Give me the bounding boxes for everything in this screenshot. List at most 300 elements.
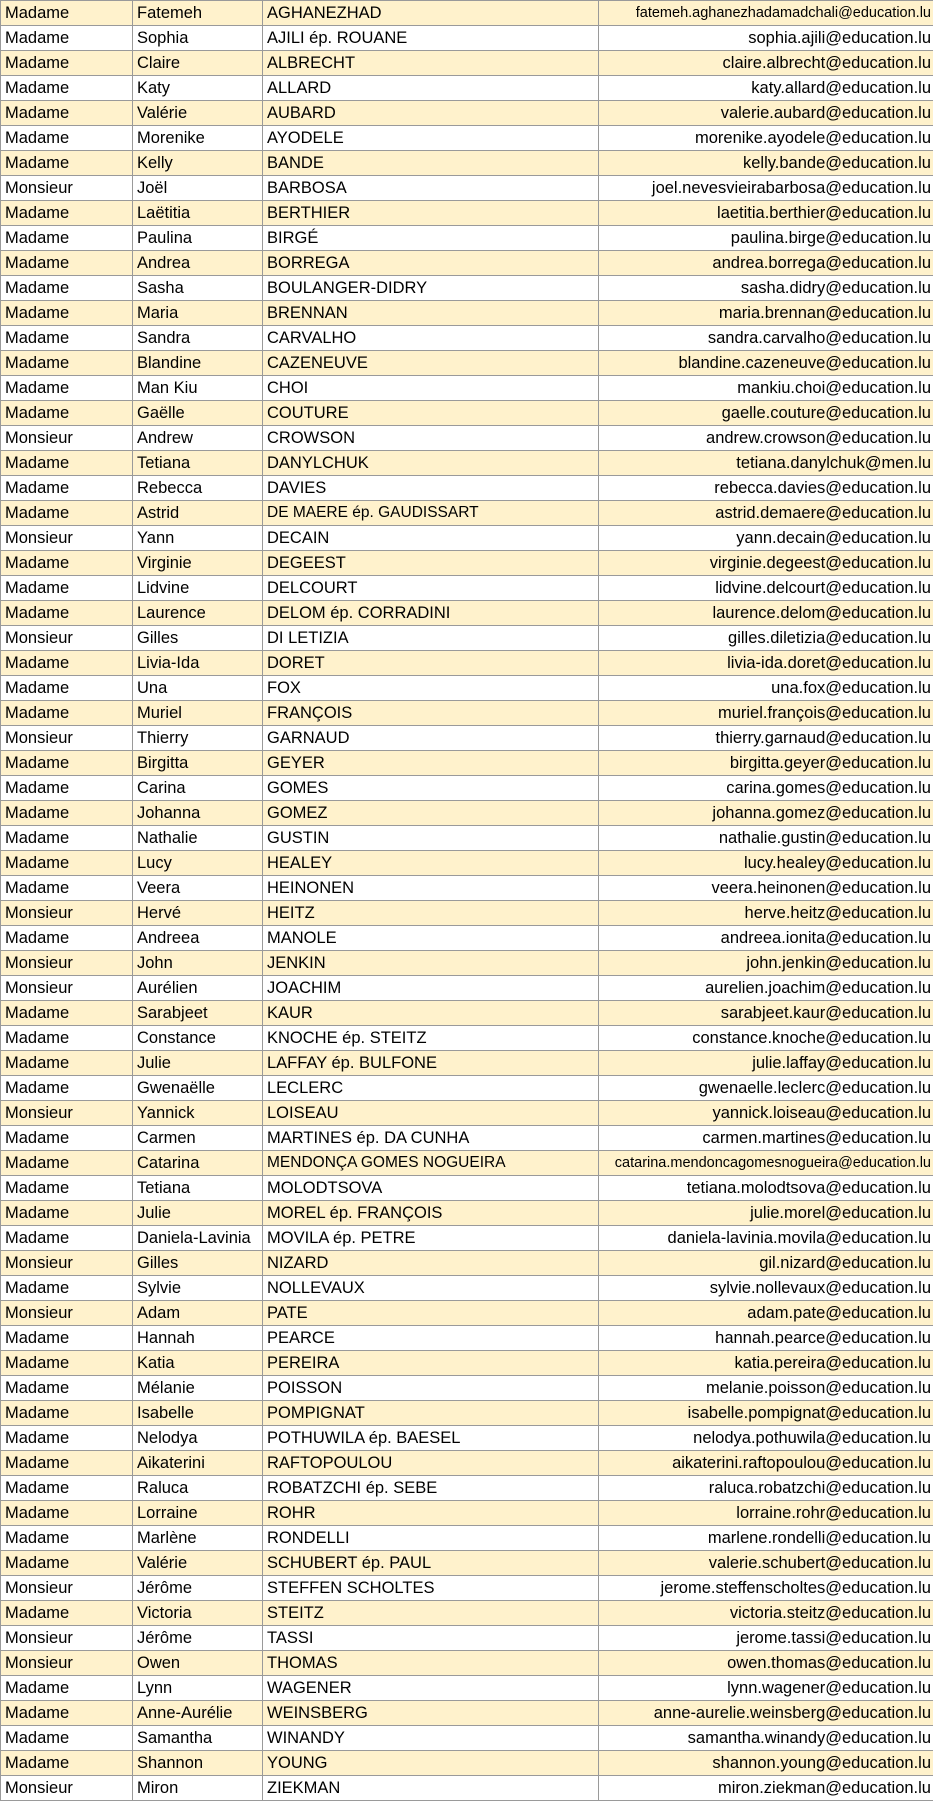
cell-email[interactable]: paulina.birge@education.lu bbox=[599, 226, 933, 251]
cell-last-name[interactable]: CHOI bbox=[263, 376, 599, 401]
cell-title[interactable]: Madame bbox=[1, 801, 133, 826]
cell-first-name[interactable]: Mélanie bbox=[133, 1376, 263, 1401]
cell-last-name[interactable]: GOMEZ bbox=[263, 801, 599, 826]
cell-last-name[interactable]: LOISEAU bbox=[263, 1101, 599, 1126]
cell-last-name[interactable]: PEREIRA bbox=[263, 1351, 599, 1376]
cell-title[interactable]: Madame bbox=[1, 1151, 133, 1176]
cell-first-name[interactable]: Adam bbox=[133, 1301, 263, 1326]
cell-title[interactable]: Madame bbox=[1, 601, 133, 626]
cell-first-name[interactable]: Andreea bbox=[133, 926, 263, 951]
cell-title[interactable]: Madame bbox=[1, 676, 133, 701]
cell-first-name[interactable]: Sasha bbox=[133, 276, 263, 301]
cell-email[interactable]: andrew.crowson@education.lu bbox=[599, 426, 933, 451]
cell-last-name[interactable]: DI LETIZIA bbox=[263, 626, 599, 651]
cell-title[interactable]: Monsieur bbox=[1, 901, 133, 926]
cell-title[interactable]: Madame bbox=[1, 1751, 133, 1776]
cell-last-name[interactable]: DECAIN bbox=[263, 526, 599, 551]
cell-first-name[interactable]: Anne-Aurélie bbox=[133, 1701, 263, 1726]
cell-title[interactable]: Madame bbox=[1, 451, 133, 476]
cell-title[interactable]: Monsieur bbox=[1, 951, 133, 976]
cell-email[interactable]: virginie.degeest@education.lu bbox=[599, 551, 933, 576]
cell-last-name[interactable]: RONDELLI bbox=[263, 1526, 599, 1551]
cell-first-name[interactable]: Constance bbox=[133, 1026, 263, 1051]
cell-last-name[interactable]: DE MAERE ép. GAUDISSART bbox=[263, 501, 599, 526]
cell-title[interactable]: Madame bbox=[1, 1501, 133, 1526]
cell-first-name[interactable]: Jérôme bbox=[133, 1626, 263, 1651]
cell-email[interactable]: victoria.steitz@education.lu bbox=[599, 1601, 933, 1626]
cell-last-name[interactable]: ALLARD bbox=[263, 76, 599, 101]
cell-email[interactable]: isabelle.pompignat@education.lu bbox=[599, 1401, 933, 1426]
cell-title[interactable]: Madame bbox=[1, 126, 133, 151]
cell-first-name[interactable]: Hannah bbox=[133, 1326, 263, 1351]
cell-last-name[interactable]: BIRGÉ bbox=[263, 226, 599, 251]
cell-title[interactable]: Madame bbox=[1, 401, 133, 426]
cell-email[interactable]: sylvie.nollevaux@education.lu bbox=[599, 1276, 933, 1301]
cell-title[interactable]: Madame bbox=[1, 1026, 133, 1051]
cell-last-name[interactable]: HEITZ bbox=[263, 901, 599, 926]
cell-last-name[interactable]: KAUR bbox=[263, 1001, 599, 1026]
cell-title[interactable]: Monsieur bbox=[1, 976, 133, 1001]
cell-first-name[interactable]: Fatemeh bbox=[133, 1, 263, 26]
cell-first-name[interactable]: Daniela-Lavinia bbox=[133, 1226, 263, 1251]
cell-email[interactable]: raluca.robatzchi@education.lu bbox=[599, 1476, 933, 1501]
cell-first-name[interactable]: Isabelle bbox=[133, 1401, 263, 1426]
cell-last-name[interactable]: CROWSON bbox=[263, 426, 599, 451]
cell-title[interactable]: Madame bbox=[1, 651, 133, 676]
cell-last-name[interactable]: MOLODTSOVA bbox=[263, 1176, 599, 1201]
cell-email[interactable]: adam.pate@education.lu bbox=[599, 1301, 933, 1326]
cell-email[interactable]: lynn.wagener@education.lu bbox=[599, 1676, 933, 1701]
cell-first-name[interactable]: Marlène bbox=[133, 1526, 263, 1551]
table-row bbox=[1, 1676, 933, 1701]
cell-title[interactable]: Monsieur bbox=[1, 1626, 133, 1651]
cell-first-name[interactable]: Nathalie bbox=[133, 826, 263, 851]
cell-email[interactable]: una.fox@education.lu bbox=[599, 676, 933, 701]
cell-title[interactable]: Madame bbox=[1, 701, 133, 726]
cell-email[interactable]: john.jenkin@education.lu bbox=[599, 951, 933, 976]
cell-title[interactable]: Madame bbox=[1, 1176, 133, 1201]
cell-first-name[interactable]: Rebecca bbox=[133, 476, 263, 501]
cell-last-name[interactable]: AUBARD bbox=[263, 101, 599, 126]
cell-email[interactable]: gil.nizard@education.lu bbox=[599, 1251, 933, 1276]
cell-last-name[interactable]: YOUNG bbox=[263, 1751, 599, 1776]
cell-first-name[interactable]: Valérie bbox=[133, 101, 263, 126]
cell-title[interactable]: Madame bbox=[1, 226, 133, 251]
cell-last-name[interactable]: BRENNAN bbox=[263, 301, 599, 326]
cell-first-name[interactable]: Tetiana bbox=[133, 1176, 263, 1201]
cell-first-name[interactable]: Una bbox=[133, 676, 263, 701]
cell-last-name[interactable]: HEINONEN bbox=[263, 876, 599, 901]
cell-title[interactable]: Madame bbox=[1, 1276, 133, 1301]
cell-email[interactable]: lucy.healey@education.lu bbox=[599, 851, 933, 876]
cell-first-name[interactable]: Kelly bbox=[133, 151, 263, 176]
cell-title[interactable]: Madame bbox=[1, 1676, 133, 1701]
cell-email[interactable]: carmen.martines@education.lu bbox=[599, 1126, 933, 1151]
table-row bbox=[1, 801, 933, 826]
cell-first-name[interactable]: Katy bbox=[133, 76, 263, 101]
cell-first-name[interactable]: Man Kiu bbox=[133, 376, 263, 401]
cell-last-name[interactable]: BARBOSA bbox=[263, 176, 599, 201]
cell-last-name[interactable]: ROHR bbox=[263, 1501, 599, 1526]
cell-email[interactable]: gwenaelle.leclerc@education.lu bbox=[599, 1076, 933, 1101]
cell-first-name[interactable]: Maria bbox=[133, 301, 263, 326]
cell-email[interactable]: lorraine.rohr@education.lu bbox=[599, 1501, 933, 1526]
cell-last-name[interactable]: THOMAS bbox=[263, 1651, 599, 1676]
cell-email[interactable]: herve.heitz@education.lu bbox=[599, 901, 933, 926]
cell-first-name[interactable]: Jérôme bbox=[133, 1576, 263, 1601]
cell-title[interactable]: Monsieur bbox=[1, 176, 133, 201]
cell-first-name[interactable]: Shannon bbox=[133, 1751, 263, 1776]
cell-first-name[interactable]: Owen bbox=[133, 1651, 263, 1676]
cell-last-name[interactable]: CAZENEUVE bbox=[263, 351, 599, 376]
cell-first-name[interactable]: Andrea bbox=[133, 251, 263, 276]
cell-title[interactable]: Madame bbox=[1, 1551, 133, 1576]
cell-last-name[interactable]: AJILI ép. ROUANE bbox=[263, 26, 599, 51]
cell-title[interactable]: Madame bbox=[1, 1376, 133, 1401]
cell-last-name[interactable]: DEGEEST bbox=[263, 551, 599, 576]
cell-last-name[interactable]: LAFFAY ép. BULFONE bbox=[263, 1051, 599, 1076]
cell-last-name[interactable]: TASSI bbox=[263, 1626, 599, 1651]
cell-title[interactable]: Madame bbox=[1, 1326, 133, 1351]
cell-email[interactable]: astrid.demaere@education.lu bbox=[599, 501, 933, 526]
cell-email[interactable]: laurence.delom@education.lu bbox=[599, 601, 933, 626]
cell-title[interactable]: Madame bbox=[1, 876, 133, 901]
cell-last-name[interactable]: WINANDY bbox=[263, 1726, 599, 1751]
cell-email[interactable]: miron.ziekman@education.lu bbox=[599, 1776, 933, 1801]
table-row bbox=[1, 576, 933, 601]
cell-email[interactable]: rebecca.davies@education.lu bbox=[599, 476, 933, 501]
cell-last-name[interactable]: ROBATZCHI ép. SEBE bbox=[263, 1476, 599, 1501]
cell-title[interactable]: Madame bbox=[1, 501, 133, 526]
cell-email[interactable]: katia.pereira@education.lu bbox=[599, 1351, 933, 1376]
cell-last-name[interactable]: ALBRECHT bbox=[263, 51, 599, 76]
cell-first-name[interactable]: Morenike bbox=[133, 126, 263, 151]
cell-title[interactable]: Monsieur bbox=[1, 626, 133, 651]
cell-email[interactable]: morenike.ayodele@education.lu bbox=[599, 126, 933, 151]
cell-last-name[interactable]: BORREGA bbox=[263, 251, 599, 276]
cell-title[interactable]: Madame bbox=[1, 151, 133, 176]
cell-email[interactable]: katy.allard@education.lu bbox=[599, 76, 933, 101]
cell-title[interactable]: Monsieur bbox=[1, 426, 133, 451]
cell-first-name[interactable]: Victoria bbox=[133, 1601, 263, 1626]
cell-last-name[interactable]: MANOLE bbox=[263, 926, 599, 951]
cell-email[interactable]: nelodya.pothuwila@education.lu bbox=[599, 1426, 933, 1451]
cell-last-name[interactable]: HEALEY bbox=[263, 851, 599, 876]
cell-email[interactable]: lidvine.delcourt@education.lu bbox=[599, 576, 933, 601]
cell-first-name[interactable]: Sophia bbox=[133, 26, 263, 51]
cell-last-name[interactable]: MARTINES ép. DA CUNHA bbox=[263, 1126, 599, 1151]
cell-title[interactable]: Madame bbox=[1, 1226, 133, 1251]
cell-email[interactable]: livia-ida.doret@education.lu bbox=[599, 651, 933, 676]
cell-last-name[interactable]: FOX bbox=[263, 676, 599, 701]
cell-email[interactable]: mankiu.choi@education.lu bbox=[599, 376, 933, 401]
cell-email[interactable]: carina.gomes@education.lu bbox=[599, 776, 933, 801]
cell-last-name[interactable]: DELOM ép. CORRADINI bbox=[263, 601, 599, 626]
cell-title[interactable]: Madame bbox=[1, 576, 133, 601]
cell-first-name[interactable]: Claire bbox=[133, 51, 263, 76]
cell-email[interactable]: aikaterini.raftopoulou@education.lu bbox=[599, 1451, 933, 1476]
cell-email[interactable]: valerie.schubert@education.lu bbox=[599, 1551, 933, 1576]
cell-first-name[interactable]: Lorraine bbox=[133, 1501, 263, 1526]
cell-last-name[interactable]: COUTURE bbox=[263, 401, 599, 426]
table-row bbox=[1, 826, 933, 851]
cell-email[interactable]: thierry.garnaud@education.lu bbox=[599, 726, 933, 751]
table-row bbox=[1, 226, 933, 251]
cell-email[interactable]: laetitia.berthier@education.lu bbox=[599, 201, 933, 226]
cell-last-name[interactable]: WAGENER bbox=[263, 1676, 599, 1701]
cell-first-name[interactable]: Raluca bbox=[133, 1476, 263, 1501]
cell-first-name[interactable]: Valérie bbox=[133, 1551, 263, 1576]
cell-email[interactable]: andrea.borrega@education.lu bbox=[599, 251, 933, 276]
cell-email[interactable]: gaelle.couture@education.lu bbox=[599, 401, 933, 426]
cell-first-name[interactable]: Samantha bbox=[133, 1726, 263, 1751]
cell-last-name[interactable]: CARVALHO bbox=[263, 326, 599, 351]
cell-title[interactable]: Madame bbox=[1, 326, 133, 351]
cell-title[interactable]: Madame bbox=[1, 1526, 133, 1551]
cell-first-name[interactable]: Aikaterini bbox=[133, 1451, 263, 1476]
cell-email[interactable]: anne-aurelie.weinsberg@education.lu bbox=[599, 1701, 933, 1726]
cell-last-name[interactable]: FRANÇOIS bbox=[263, 701, 599, 726]
cell-title[interactable]: Madame bbox=[1, 1701, 133, 1726]
table-row bbox=[1, 851, 933, 876]
table-row bbox=[1, 376, 933, 401]
cell-last-name[interactable]: AYODELE bbox=[263, 126, 599, 151]
cell-first-name[interactable]: Astrid bbox=[133, 501, 263, 526]
cell-title[interactable]: Madame bbox=[1, 1201, 133, 1226]
cell-title[interactable]: Monsieur bbox=[1, 1301, 133, 1326]
cell-last-name[interactable]: PEARCE bbox=[263, 1326, 599, 1351]
cell-last-name[interactable]: POISSON bbox=[263, 1376, 599, 1401]
cell-first-name[interactable]: Muriel bbox=[133, 701, 263, 726]
cell-first-name[interactable]: Johanna bbox=[133, 801, 263, 826]
cell-title[interactable]: Madame bbox=[1, 1001, 133, 1026]
cell-title[interactable]: Madame bbox=[1, 1, 133, 26]
cell-email[interactable]: sophia.ajili@education.lu bbox=[599, 26, 933, 51]
cell-first-name[interactable]: Sarabjeet bbox=[133, 1001, 263, 1026]
cell-first-name[interactable]: Tetiana bbox=[133, 451, 263, 476]
cell-email[interactable]: samantha.winandy@education.lu bbox=[599, 1726, 933, 1751]
cell-last-name[interactable]: BERTHIER bbox=[263, 201, 599, 226]
cell-title[interactable]: Madame bbox=[1, 101, 133, 126]
table-row bbox=[1, 1026, 933, 1051]
cell-title[interactable]: Madame bbox=[1, 1351, 133, 1376]
cell-email[interactable]: aurelien.joachim@education.lu bbox=[599, 976, 933, 1001]
cell-first-name[interactable]: Laëtitia bbox=[133, 201, 263, 226]
cell-email[interactable]: tetiana.danylchuk@men.lu bbox=[599, 451, 933, 476]
cell-title[interactable]: Monsieur bbox=[1, 1651, 133, 1676]
cell-title[interactable]: Madame bbox=[1, 276, 133, 301]
cell-title[interactable]: Madame bbox=[1, 751, 133, 776]
cell-first-name[interactable]: Yannick bbox=[133, 1101, 263, 1126]
cell-last-name[interactable]: NIZARD bbox=[263, 1251, 599, 1276]
table-row bbox=[1, 251, 933, 276]
cell-email[interactable]: marlene.rondelli@education.lu bbox=[599, 1526, 933, 1551]
cell-first-name[interactable]: Lucy bbox=[133, 851, 263, 876]
cell-first-name[interactable]: Sylvie bbox=[133, 1276, 263, 1301]
cell-title[interactable]: Madame bbox=[1, 301, 133, 326]
cell-last-name[interactable]: MENDONÇA GOMES NOGUEIRA bbox=[263, 1151, 599, 1176]
cell-last-name[interactable]: KNOCHE ép. STEITZ bbox=[263, 1026, 599, 1051]
cell-last-name[interactable]: MOREL ép. FRANÇOIS bbox=[263, 1201, 599, 1226]
cell-first-name[interactable]: Gilles bbox=[133, 626, 263, 651]
cell-last-name[interactable]: GEYER bbox=[263, 751, 599, 776]
cell-last-name[interactable]: STEFFEN SCHOLTES bbox=[263, 1576, 599, 1601]
cell-email[interactable]: sandra.carvalho@education.lu bbox=[599, 326, 933, 351]
cell-first-name[interactable]: John bbox=[133, 951, 263, 976]
cell-first-name[interactable]: Julie bbox=[133, 1201, 263, 1226]
cell-title[interactable]: Madame bbox=[1, 51, 133, 76]
cell-email[interactable]: catarina.mendoncagomesnogueira@education.lu bbox=[599, 1151, 933, 1176]
cell-first-name[interactable]: Sandra bbox=[133, 326, 263, 351]
cell-first-name[interactable]: Gwenaëlle bbox=[133, 1076, 263, 1101]
cell-first-name[interactable]: Catarina bbox=[133, 1151, 263, 1176]
cell-email[interactable]: valerie.aubard@education.lu bbox=[599, 101, 933, 126]
cell-first-name[interactable]: Yann bbox=[133, 526, 263, 551]
cell-title[interactable]: Madame bbox=[1, 551, 133, 576]
cell-email[interactable]: andreea.ionita@education.lu bbox=[599, 926, 933, 951]
cell-email[interactable]: yann.decain@education.lu bbox=[599, 526, 933, 551]
cell-last-name[interactable]: DANYLCHUK bbox=[263, 451, 599, 476]
cell-first-name[interactable]: Laurence bbox=[133, 601, 263, 626]
cell-first-name[interactable]: Andrew bbox=[133, 426, 263, 451]
cell-title[interactable]: Madame bbox=[1, 926, 133, 951]
cell-last-name[interactable]: DELCOURT bbox=[263, 576, 599, 601]
cell-first-name[interactable]: Paulina bbox=[133, 226, 263, 251]
cell-last-name[interactable]: DAVIES bbox=[263, 476, 599, 501]
cell-title[interactable]: Madame bbox=[1, 1076, 133, 1101]
cell-last-name[interactable]: RAFTOPOULOU bbox=[263, 1451, 599, 1476]
cell-email[interactable]: claire.albrecht@education.lu bbox=[599, 51, 933, 76]
cell-first-name[interactable]: Carmen bbox=[133, 1126, 263, 1151]
cell-title[interactable]: Monsieur bbox=[1, 1576, 133, 1601]
cell-first-name[interactable]: Aurélien bbox=[133, 976, 263, 1001]
cell-last-name[interactable]: DORET bbox=[263, 651, 599, 676]
cell-email[interactable]: veera.heinonen@education.lu bbox=[599, 876, 933, 901]
cell-last-name[interactable]: PATE bbox=[263, 1301, 599, 1326]
cell-last-name[interactable]: WEINSBERG bbox=[263, 1701, 599, 1726]
cell-first-name[interactable]: Carina bbox=[133, 776, 263, 801]
cell-email[interactable]: julie.morel@education.lu bbox=[599, 1201, 933, 1226]
cell-email[interactable]: julie.laffay@education.lu bbox=[599, 1051, 933, 1076]
cell-title[interactable]: Madame bbox=[1, 1451, 133, 1476]
cell-title[interactable]: Madame bbox=[1, 76, 133, 101]
cell-email[interactable]: blandine.cazeneuve@education.lu bbox=[599, 351, 933, 376]
cell-last-name[interactable]: AGHANEZHAD bbox=[263, 1, 599, 26]
cell-first-name[interactable]: Hervé bbox=[133, 901, 263, 926]
cell-first-name[interactable]: Gilles bbox=[133, 1251, 263, 1276]
cell-title[interactable]: Madame bbox=[1, 1476, 133, 1501]
table-row bbox=[1, 1176, 933, 1201]
cell-last-name[interactable]: POMPIGNAT bbox=[263, 1401, 599, 1426]
cell-first-name[interactable]: Virginie bbox=[133, 551, 263, 576]
cell-email[interactable]: kelly.bande@education.lu bbox=[599, 151, 933, 176]
cell-email[interactable]: nathalie.gustin@education.lu bbox=[599, 826, 933, 851]
cell-title[interactable]: Monsieur bbox=[1, 1776, 133, 1801]
cell-last-name[interactable]: GARNAUD bbox=[263, 726, 599, 751]
cell-title[interactable]: Madame bbox=[1, 826, 133, 851]
cell-first-name[interactable]: Katia bbox=[133, 1351, 263, 1376]
cell-title[interactable]: Monsieur bbox=[1, 726, 133, 751]
cell-email[interactable]: constance.knoche@education.lu bbox=[599, 1026, 933, 1051]
cell-email[interactable]: maria.brennan@education.lu bbox=[599, 301, 933, 326]
cell-first-name[interactable]: Miron bbox=[133, 1776, 263, 1801]
cell-last-name[interactable]: STEITZ bbox=[263, 1601, 599, 1626]
cell-title[interactable]: Madame bbox=[1, 26, 133, 51]
cell-email[interactable]: fatemeh.aghanezhadamadchali@education.lu bbox=[599, 1, 933, 26]
cell-last-name[interactable]: NOLLEVAUX bbox=[263, 1276, 599, 1301]
cell-first-name[interactable]: Veera bbox=[133, 876, 263, 901]
cell-first-name[interactable]: Livia-Ida bbox=[133, 651, 263, 676]
cell-title[interactable]: Madame bbox=[1, 1401, 133, 1426]
cell-email[interactable]: hannah.pearce@education.lu bbox=[599, 1326, 933, 1351]
cell-email[interactable]: gilles.diletizia@education.lu bbox=[599, 626, 933, 651]
cell-title[interactable]: Madame bbox=[1, 376, 133, 401]
cell-first-name[interactable]: Nelodya bbox=[133, 1426, 263, 1451]
cell-last-name[interactable]: MOVILA ép. PETRE bbox=[263, 1226, 599, 1251]
cell-title[interactable]: Madame bbox=[1, 851, 133, 876]
cell-title[interactable]: Madame bbox=[1, 201, 133, 226]
cell-title[interactable]: Madame bbox=[1, 1601, 133, 1626]
cell-title[interactable]: Madame bbox=[1, 1726, 133, 1751]
cell-email[interactable]: johanna.gomez@education.lu bbox=[599, 801, 933, 826]
cell-title[interactable]: Monsieur bbox=[1, 526, 133, 551]
table-row bbox=[1, 1426, 933, 1451]
cell-last-name[interactable]: POTHUWILA ép. BAESEL bbox=[263, 1426, 599, 1451]
cell-last-name[interactable]: GOMES bbox=[263, 776, 599, 801]
cell-email[interactable]: sasha.didry@education.lu bbox=[599, 276, 933, 301]
cell-email[interactable]: jerome.tassi@education.lu bbox=[599, 1626, 933, 1651]
cell-email[interactable]: shannon.young@education.lu bbox=[599, 1751, 933, 1776]
cell-first-name[interactable]: Thierry bbox=[133, 726, 263, 751]
cell-email[interactable]: birgitta.geyer@education.lu bbox=[599, 751, 933, 776]
cell-first-name[interactable]: Joël bbox=[133, 176, 263, 201]
cell-email[interactable]: sarabjeet.kaur@education.lu bbox=[599, 1001, 933, 1026]
cell-title[interactable]: Madame bbox=[1, 1051, 133, 1076]
cell-email[interactable]: melanie.poisson@education.lu bbox=[599, 1376, 933, 1401]
cell-last-name[interactable]: BOULANGER-DIDRY bbox=[263, 276, 599, 301]
cell-title[interactable]: Monsieur bbox=[1, 1251, 133, 1276]
cell-email[interactable]: owen.thomas@education.lu bbox=[599, 1651, 933, 1676]
cell-title[interactable]: Madame bbox=[1, 476, 133, 501]
cell-email[interactable]: daniela-lavinia.movila@education.lu bbox=[599, 1226, 933, 1251]
cell-title[interactable]: Madame bbox=[1, 251, 133, 276]
cell-first-name[interactable]: Lynn bbox=[133, 1676, 263, 1701]
cell-title[interactable]: Monsieur bbox=[1, 1101, 133, 1126]
cell-last-name[interactable]: JOACHIM bbox=[263, 976, 599, 1001]
cell-first-name[interactable]: Blandine bbox=[133, 351, 263, 376]
cell-email[interactable]: jerome.steffenscholtes@education.lu bbox=[599, 1576, 933, 1601]
cell-first-name[interactable]: Gaëlle bbox=[133, 401, 263, 426]
cell-last-name[interactable]: ZIEKMAN bbox=[263, 1776, 599, 1801]
cell-title[interactable]: Madame bbox=[1, 776, 133, 801]
cell-email[interactable]: yannick.loiseau@education.lu bbox=[599, 1101, 933, 1126]
cell-title[interactable]: Madame bbox=[1, 1426, 133, 1451]
cell-email[interactable]: muriel.françois@education.lu bbox=[599, 701, 933, 726]
cell-email[interactable]: tetiana.molodtsova@education.lu bbox=[599, 1176, 933, 1201]
cell-last-name[interactable]: LECLERC bbox=[263, 1076, 599, 1101]
table-row bbox=[1, 101, 933, 126]
cell-last-name[interactable]: BANDE bbox=[263, 151, 599, 176]
cell-last-name[interactable]: SCHUBERT ép. PAUL bbox=[263, 1551, 599, 1576]
cell-title[interactable]: Madame bbox=[1, 351, 133, 376]
cell-email[interactable]: joel.nevesvieirabarbosa@education.lu bbox=[599, 176, 933, 201]
cell-first-name[interactable]: Lidvine bbox=[133, 576, 263, 601]
cell-first-name[interactable]: Julie bbox=[133, 1051, 263, 1076]
cell-last-name[interactable]: GUSTIN bbox=[263, 826, 599, 851]
cell-first-name[interactable]: Birgitta bbox=[133, 751, 263, 776]
cell-last-name[interactable]: JENKIN bbox=[263, 951, 599, 976]
cell-title[interactable]: Madame bbox=[1, 1126, 133, 1151]
